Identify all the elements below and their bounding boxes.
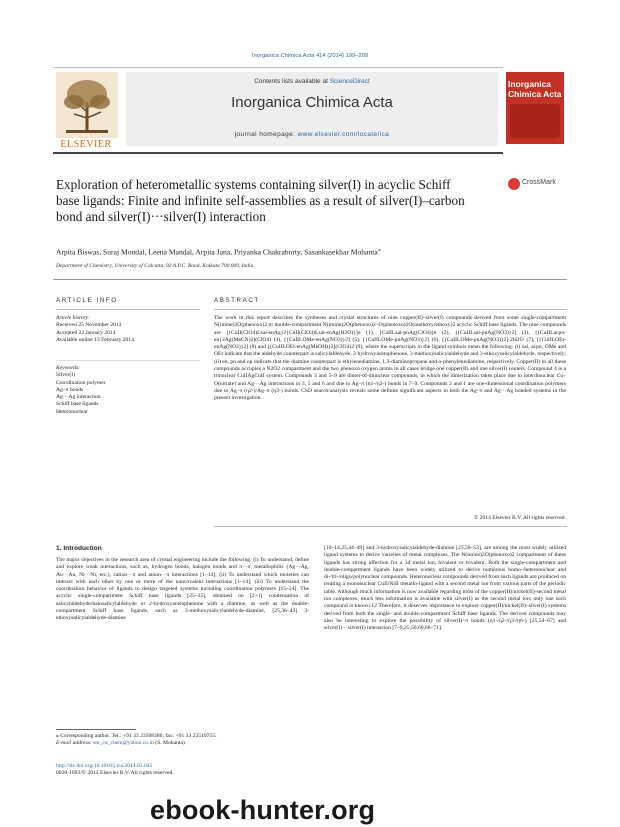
divider <box>214 309 567 310</box>
corresponding-author-mark[interactable]: ⁎ <box>377 246 381 253</box>
doi-link[interactable]: http://dx.doi.org/10.1016/j.ica.2014.01.045 <box>56 763 153 769</box>
crossmark-icon[interactable] <box>508 178 520 190</box>
footnote <box>56 733 309 748</box>
keyword-item: Silver(I) <box>56 372 75 379</box>
keywords-section <box>56 365 106 416</box>
introduction-right-column: [10–14,25,44–49] and 3-hydroxysalicylaldehyde-diamine [25,50–53], are among the most widely utilized ligand systems to derive varieties of metal complexes. The N(imine)2O(phenoxo)2 compartment of these ligands has strong affection for a 3d metal ion, bivalent or trivalent. Both the single-compartment and double-compartment ligands have been widely utilized to derive numerous homo-/heteronuclear and di-/tri-/oligo/polynuclear compounds. Heteronuclear compounds derived from such ligands are produced on treating a mononuclear CuII/NiII metallo-ligand with a second metal ion from various parts of the periodic table. Although much information is now available regarding most of the copper(II)/nickel(II)-second metal ion complexes, much less information is available with silver(I) as the second metal ion; only one such compound is known.12 Therefore, it deserves importance to explore copper(II)/nickel(II)–silver(I) systems derived from both the single- and double-compartment Schiff base ligands. The derived compounds may also be interesting to explore the possibility of silver(I)–π bonds (η1-/η2-/η3-/η6-) [25,54–67] and silver(I)···silver(I) interaction [7–9,25,56,60,68–71]. <box>324 545 566 632</box>
divider <box>53 279 567 280</box>
homepage-line <box>126 131 498 138</box>
doi-block <box>56 763 309 778</box>
corresponding-author-note: ⁎ Corresponding author. Tel.: +91 33 23508386; fax: +91 33 23519755. <box>56 733 217 739</box>
email-line <box>56 740 309 747</box>
abstract-copyright: © 2014 Elsevier B.V. All rights reserved. <box>474 515 566 521</box>
article-info-heading: ARTICLE INFO <box>56 297 118 304</box>
elsevier-tree-logo <box>56 72 118 138</box>
introduction-left-column: The major objectives in the research area of crystal engineering include the following: (i) To understand, define and explore weak interactions, such as, hydrogen bonds, halogen bonds and π···π, metallophilic (Ag···Ag, Au···Au, Ni···Ni, etc.), cation···π and anion···π interactions [1–14]; (ii) To understand which moieties can interact with each other by one or more of the noncovalent interactions [1–14]; (iii) To understand the coordination behavior of ligands to design targeted systems including coordination polymers [15–24]. The acyclic single-compartment Schiff base ligands [25–35], obtained on [2+1] condensation of salicylaldehyde/halosalicylaldehyde or 2-hydroxyacetophenone with a diamine, as well as the double-compartment Schiff base ligands, such as 3-methoxysalicylaldehyde-diamine, [25,36–43] 3-ethoxysalicylaldehyde-diamine <box>56 557 309 622</box>
keyword-item: Coordination polymer <box>56 379 106 386</box>
keyword-item: Schiff base ligands <box>56 401 99 408</box>
history-online: Available online 13 February 2014 <box>56 336 134 343</box>
keyword-item: Heteronuclear <box>56 408 88 415</box>
authors-text: Arpita Biswas, Suraj Mondal, Leena Mandal, Arpita Jana, Priyanka Chakraborty, Sasankasekhar Mohanta <box>56 247 378 257</box>
divider <box>214 526 567 527</box>
history-accepted: Accepted 22 January 2014 <box>56 329 116 336</box>
journal-name: Inorganica Chimica Acta <box>231 94 393 111</box>
affiliation: Department of Chemistry, University of Calcutta, 92 A.P.C. Road, Kolkata 700 009, India <box>56 263 254 269</box>
homepage-prefix: journal homepage: <box>234 131 298 138</box>
crossmark-label[interactable]: CrossMark <box>522 179 556 186</box>
cover-title: Inorganica Chimica Acta <box>508 79 562 99</box>
watermark: ebook-hunter.org <box>150 795 376 825</box>
introduction-heading: 1. Introduction <box>56 545 102 552</box>
divider <box>56 360 200 361</box>
history-received: Received 25 November 2013 <box>56 322 122 329</box>
abstract-heading: ABSTRACT <box>214 297 260 304</box>
history-label: Article history: <box>56 315 91 321</box>
email-label: E-mail address: <box>56 740 94 747</box>
keywords-label: Keywords: <box>56 365 81 371</box>
divider <box>56 309 200 310</box>
author-list <box>56 245 576 258</box>
elsevier-wordmark: ELSEVIER <box>60 139 112 150</box>
cover-image <box>510 104 560 138</box>
keyword-item: Ag–π bonds <box>56 386 84 393</box>
footnote-divider <box>56 729 136 730</box>
journal-citation[interactable]: Inorganica Chimica Acta 414 (2014) 199–209 <box>251 53 369 59</box>
homepage-link[interactable]: www.elsevier.com/locate/ica <box>297 131 390 138</box>
email-suffix: (S. Mohanta). <box>153 740 187 747</box>
article-title: Exploration of heterometallic systems containing silver(I) in acyclic Schiff base ligands: Finite and infinite self-assemblies as a result of silver(I)–carbon bond and silver(I)···silver(I) interaction <box>56 177 465 224</box>
history-section <box>56 315 134 344</box>
contents-line <box>126 78 498 85</box>
keyword-item: Ag···Ag interaction <box>56 394 101 401</box>
issn-line: 0020-1693/© 2014 Elsevier B.V. All rights reserved. <box>56 770 174 777</box>
abstract-text: The work in this report describes the syntheses and crystal structures of nine copper(II)–silver(I) compounds derived from some single-compartment N(imine)2O(phenoxo)2 or double-compartment N(imine)2O(phenoxo)2–O(phenoxo)2O(methoxy/ethoxy)2 acyclic Schiff base ligands. The nine compounds are [{CuII(ClO4)Lsal-enAg}2{CuII(ClO4)Lsal-enAg(H2O)}]n (1), [CuIILsal-pnAg(ClO4)]n (2), [{CuIILsal-pnAg(NO3)}2] (3), [{CuIILacpn-en}2Ag(MeCN)2](ClO4) (4), [{CuIILOMe-enAg(NO3)}2] (5), [{CuIILOMe-pnAg(NO3)}2] (6), [{CuIILOMe-pnAg(NO3)}2]·2H2O (7), [{CuIILOEt-enAg(NO3)}2] (8) and [{CuIILOEt-enAg(MeOH)}2](ClO4)2 (9), where the superscripts in the ligand symbols mean the following: (i) sal, acpn, OMe and OEt indicate that the aldehyde counterpart is salicylaldehyde, 2-hydroxyacetophenone, 3-methoxysalicylaldehyde and 3-ethoxysalicylaldehyde, respectively; (ii) en, pn and op indicate that the diamine counterpart is ethylenediamine, 1,3-diaminopropane and o-phenylenediamine, respectively. Copper(II) in all these compounds occupies a N2O2 compartment and the two phenoxo oxygen atoms in all cases bridge one copper(II) and one silver(I) centers. Compound 4 is a trinuclear CuIIAgCuII system. Compounds 3 and 5–9 are dimer-of-dinuclear compounds, in which the dimerization takes place due to interdinuclear Cu–O(nitrate) and Ag···Ag interactions in 3, 5 and 6 and due to Ag–π (η1-/η2-) bonds in 7–9. Compounds 2 and 1 are one-dimensional coordination polymers due to Ag–π (η2-)/Ag–π (η3-) bonds. CSD search/analysis reveals some definite significant aspects in both the Ag–π and Ag···Ag bonded systems in the present investigation. <box>214 315 566 402</box>
sciencedirect-link[interactable]: ScienceDirect <box>329 78 370 85</box>
contents-prefix: Contents lists available at <box>254 78 330 85</box>
email-link[interactable]: sm_cu_chem@yahoo.co.in <box>93 740 154 747</box>
